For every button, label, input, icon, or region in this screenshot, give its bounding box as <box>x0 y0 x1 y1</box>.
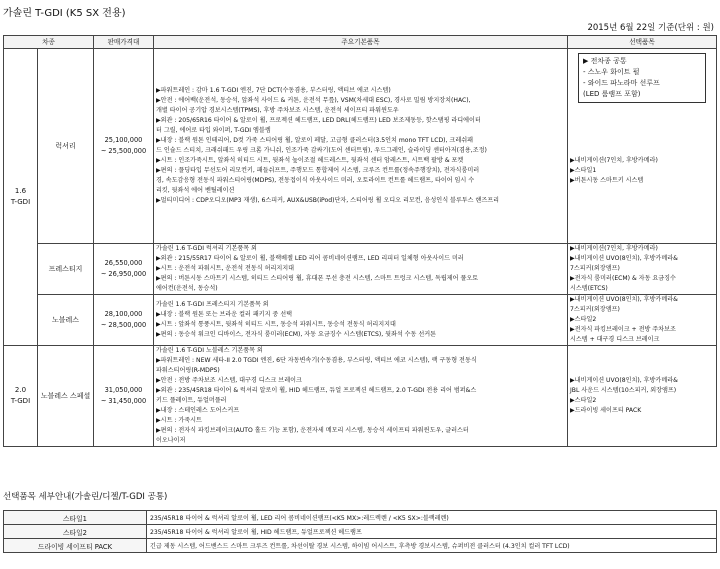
option-name: 스타일1 <box>4 511 147 525</box>
option-line: ▶전자식 룸미러(ECM) & 자동 요금징수 <box>570 275 676 282</box>
spec-line: ▶편의 : 플딩타입 무선도어 리모컨키, 패들쉬프트, 주행모드 통합제어 시스템, 크루즈 컨트롤(정속주행장치), 전자식룸미러 <box>156 167 480 174</box>
option-name: 드라이빙 세이프티 PACK <box>4 539 147 553</box>
spec-line: ▶시트 : 앞좌석 통풍시트, 뒷좌석 히티드 시트, 동승석 파워시트, 동승석 전동식 허리지지대 <box>156 321 396 328</box>
spec-line: ▶내장 : 블랙 원톤 인테리어, D컷 가죽 스티어링 휠, 알로이 페달, 고급형 클러스터(3.5인치 mono TFT LCD), 크레쉬패 <box>156 137 473 144</box>
trim-name: 노블레스 <box>38 295 94 346</box>
spec-line: 드 인슐드 스티치, 크래쉬패드 우링 크롬 가니쉬, 인조가죽 감싸기(도어 센터트림), 우드그레인, 슬라이딩 센터아저(겸용,조정) <box>156 147 487 154</box>
trim-name: 프레스티지 <box>38 244 94 295</box>
spec-line: 터 그릴, 에어로 타입 와이퍼, T-GDI 엠블렘 <box>156 127 271 134</box>
spec-line: ▶편의 : 버튼시동 스마트키 시스템, 히티드 스티어링 휠, 휴대폰 무선 충전 시스템, 스마트 트렁크 시스템, 독립제어 풀오토 <box>156 275 479 282</box>
spec-line: 파워스티어링(R-MDPS) <box>156 367 220 374</box>
spec-line: ▶안전 : 에어백(운전석, 동승석, 앞좌석 사이드 & 커튼, 운전석 무릎), VSM(차세대 ESC), 경사로 밀림 방지장치(HAC), <box>156 97 471 104</box>
option-line: 시스템(ETCS) <box>570 285 608 292</box>
spec-cell <box>154 244 568 295</box>
options-section-title: 선택품목 세부안내(가솔린/디젤/T-GDI 공통) <box>3 492 168 502</box>
option-details-table <box>3 510 717 553</box>
option-line: JBL 사운드 시스템(10스피커, 외장앰프) <box>570 387 677 394</box>
option-name: 스타일2 <box>4 525 147 539</box>
option-line: ▶내비게이션 UVO(8인치), 후방카메라& <box>570 377 678 384</box>
option-line: ▶스타일2 <box>570 316 597 323</box>
price-to: ~ 31,450,000 <box>100 397 147 405</box>
package-line: ▶ 전차종 공통 <box>583 57 627 65</box>
option-cell <box>568 244 717 295</box>
spec-line: ▶멀티미디어 : CDP오디오(MP3 재생), 6스피커, AUX&USB(iPod)단자, 스티어링 휠 오디오 리모컨, 음성인식 블루투스 핸즈프리 <box>156 197 500 204</box>
spec-line: ▶시트 : 인조가죽시트, 앞좌석 히티드 시트, 뒷좌석 높이조절 헤드레스트, 뒷좌석 센터 암레스트, 시트백 팔방 & 포켓 <box>156 157 464 164</box>
price-from: 28,100,000 <box>104 310 143 318</box>
spec-line: ▶시트 : 가죽시트 <box>156 417 202 424</box>
spec-line: 리킷, 뒷좌석 에어 벤틸레이션 <box>156 187 235 194</box>
header-grade: 차종 <box>4 36 94 49</box>
option-line: ▶스타일1 <box>570 166 597 174</box>
price-range <box>94 244 154 295</box>
option-line: ▶드라이빙 세이프티 PACK <box>570 407 642 414</box>
price-from: 26,550,000 <box>104 259 143 267</box>
spec-cell <box>154 49 568 244</box>
table-row <box>4 49 717 244</box>
table-row <box>4 346 717 447</box>
trim-name: 노블레스 스페셜 <box>38 346 94 447</box>
header-price: 판매가격대 <box>94 36 154 49</box>
trim-name: 럭셔리 <box>38 49 94 244</box>
spec-line: ▶파워트레인 : NEW 세타-II 2.0 TGDI 엔진, 6단 자동변속기(수동겸용, 부스터링, 액티브 에코 시스템), 랙 구동형 전동식 <box>156 357 477 364</box>
engine-group-2 <box>4 346 38 447</box>
spec-line: ▶외관 : 235/45R18 타이어 & 럭셔리 알로이 휠, HID 헤드램프, 듀얼 프로젝션 헤드램프, 2.0 T-GDI 전용 리어 범퍼&스 <box>156 387 477 394</box>
option-line: 시스템 + 대구경 디스크 브레이크 <box>570 336 660 343</box>
option-line: ▶내비게이션(7인치, 후방카메라) <box>570 156 658 164</box>
spec-line: ▶외관 : 205/65R16 타이어 & 알로이 휠, 프로젝션 헤드램프, LED DRL(헤드램프) LED 보조제동등, 핫스탬핑 라디에이터 <box>156 117 481 124</box>
option-cell <box>568 346 717 447</box>
option-line: ▶내비게이션(7인치, 후방카메라) <box>570 245 658 252</box>
spec-line: ▶편의 : 전자식 파킹브레이크(AUTO 홀드 기능 포함), 운전자세 메모리 시스템, 동승석 세이프티 파워윈도우, 글러스터 <box>156 427 469 434</box>
engine-label-line: 1.6 <box>14 187 27 195</box>
spec-line: ▶시트 : 운전석 파워시트, 운전석 전동식 허리지지대 <box>156 265 295 272</box>
option-line: ▶버튼시동 스마트키 시스템 <box>570 176 644 184</box>
engine-label-line: T-GDI <box>10 198 31 206</box>
spec-line: 가솔린 1.6 T-GDI 럭셔리 기본품목 외 <box>156 245 257 252</box>
spec-line: 가솔린 1.6 T-GDI 프레스티지 기본품목 외 <box>156 301 269 308</box>
option-line: ▶스타일2 <box>570 397 597 404</box>
price-range <box>94 49 154 244</box>
price-from: 31,050,000 <box>104 386 143 394</box>
header-spec: 주요기본품목 <box>154 36 568 49</box>
table-row <box>4 511 717 525</box>
spec-line: ▶안전 : 전방 주차보조 시스템, 대구경 디스크 브레이크 <box>156 377 302 384</box>
package-line: - 와이드 파노라마 선루프 <box>583 79 660 87</box>
option-cell <box>568 49 717 244</box>
engine-label-line: T-GDI <box>10 397 31 405</box>
option-desc: 긴급 제동 시스템, 어드밴스드 스마트 크루즈 컨트롤, 차선이탈 경보 시스템, 하이빔 어시스트, 후측방 경보시스템, 슈퍼비전 클러스터 (4.3인치 컬러 TFT LCD) <box>147 539 717 553</box>
spec-line: ▶편의 : 동승석 워크인 디바이스, 전자식 룸미러(ECM), 자동 요금징수 시스템(ETCS), 뒷좌석 수동 선커튼 <box>156 331 437 338</box>
spec-line: ▶내장 : 블랙 원톤 또는 브라운 컬러 패키지 중 선택 <box>156 311 293 318</box>
option-line: ▶내비게이션 UVO(8인치), 후방카메라& <box>570 296 678 303</box>
common-package-box <box>578 53 706 103</box>
spec-line: 키드 플레이트, 듀얼머플러 <box>156 397 227 404</box>
spec-line: 에어컨(운전석, 동승석) <box>156 285 218 292</box>
option-line: ▶내비게이션 UVO(8인치), 후방카메라& <box>570 255 678 262</box>
spec-line: ▶외관 : 215/55R17 타이어 & 알로이 휠, 블랙베젤 LED 리어 콤비네이션램프, LED 리피터 일체형 아웃사이드 미러 <box>156 255 464 262</box>
spec-line: 경, 속도감응형 전동식 파워스티어링(MDPS), 전동접이식 아웃사이드 미러, 오토라이트 컨트롤 헤드램프, 타이어 임시 수 <box>156 177 475 184</box>
page-title: 가솔린 T-GDI (K5 SX 전용) <box>3 8 126 19</box>
option-line: ▶전자식 파킹브레이크 + 전방 주차보조 <box>570 326 676 333</box>
price-range <box>94 295 154 346</box>
header-option: 선택품목 <box>568 36 717 49</box>
price-range <box>94 346 154 447</box>
table-row <box>4 295 717 346</box>
spec-line: ▶내장 : 스테인레스 도어스커프 <box>156 407 240 414</box>
option-desc: 235/45R18 타이어 & 럭셔리 알로이 휠, LED 리어 콤비네이션램프(<K5 MX>:레드렉렌 / <K5 SX>:블랙레렌) <box>147 511 717 525</box>
price-to: ~ 25,500,000 <box>100 147 147 155</box>
package-line: (LED 룸램프 포함) <box>583 90 641 98</box>
table-header-row <box>4 36 717 49</box>
engine-label-line: 2.0 <box>14 386 27 394</box>
option-line: 7스피커(외장앰프) <box>570 306 620 313</box>
spec-line: ▶파워트레인 : 감마 1.6 T-GDI 엔진, 7단 DCT(수동겸용, 부스터링, 액티브 에코 시스템) <box>156 87 391 94</box>
option-desc: 235/45R18 타이어 & 럭셔리 알로이 휠, HID 헤드램프, 듀얼프로젝션 헤드램프 <box>147 525 717 539</box>
spec-cell <box>154 346 568 447</box>
spec-line: 가솔린 1.6 T-GDI 노블레스 기본품목 외 <box>156 347 263 354</box>
package-line: - 스노우 화이트 펄 <box>583 68 640 76</box>
table-row <box>4 539 717 553</box>
date-note: 2015년 6월 22일 기준(단위 : 원) <box>587 23 714 33</box>
price-table <box>3 35 717 447</box>
option-cell <box>568 295 717 346</box>
engine-group-1 <box>4 49 38 346</box>
table-row <box>4 525 717 539</box>
spec-line: 이오나이저 <box>156 437 186 444</box>
price-to: ~ 26,950,000 <box>100 270 147 278</box>
spec-line: 개별 타이어 공기압 경보시스템(TPMS), 후방 주차보조 시스템, 운전석 세이프티 파워윈도우 <box>156 107 399 114</box>
price-from: 25,100,000 <box>104 136 143 144</box>
spec-cell <box>154 295 568 346</box>
table-row <box>4 244 717 295</box>
price-to: ~ 28,500,000 <box>100 321 147 329</box>
option-line: 7스피커(외장앰프) <box>570 265 620 272</box>
